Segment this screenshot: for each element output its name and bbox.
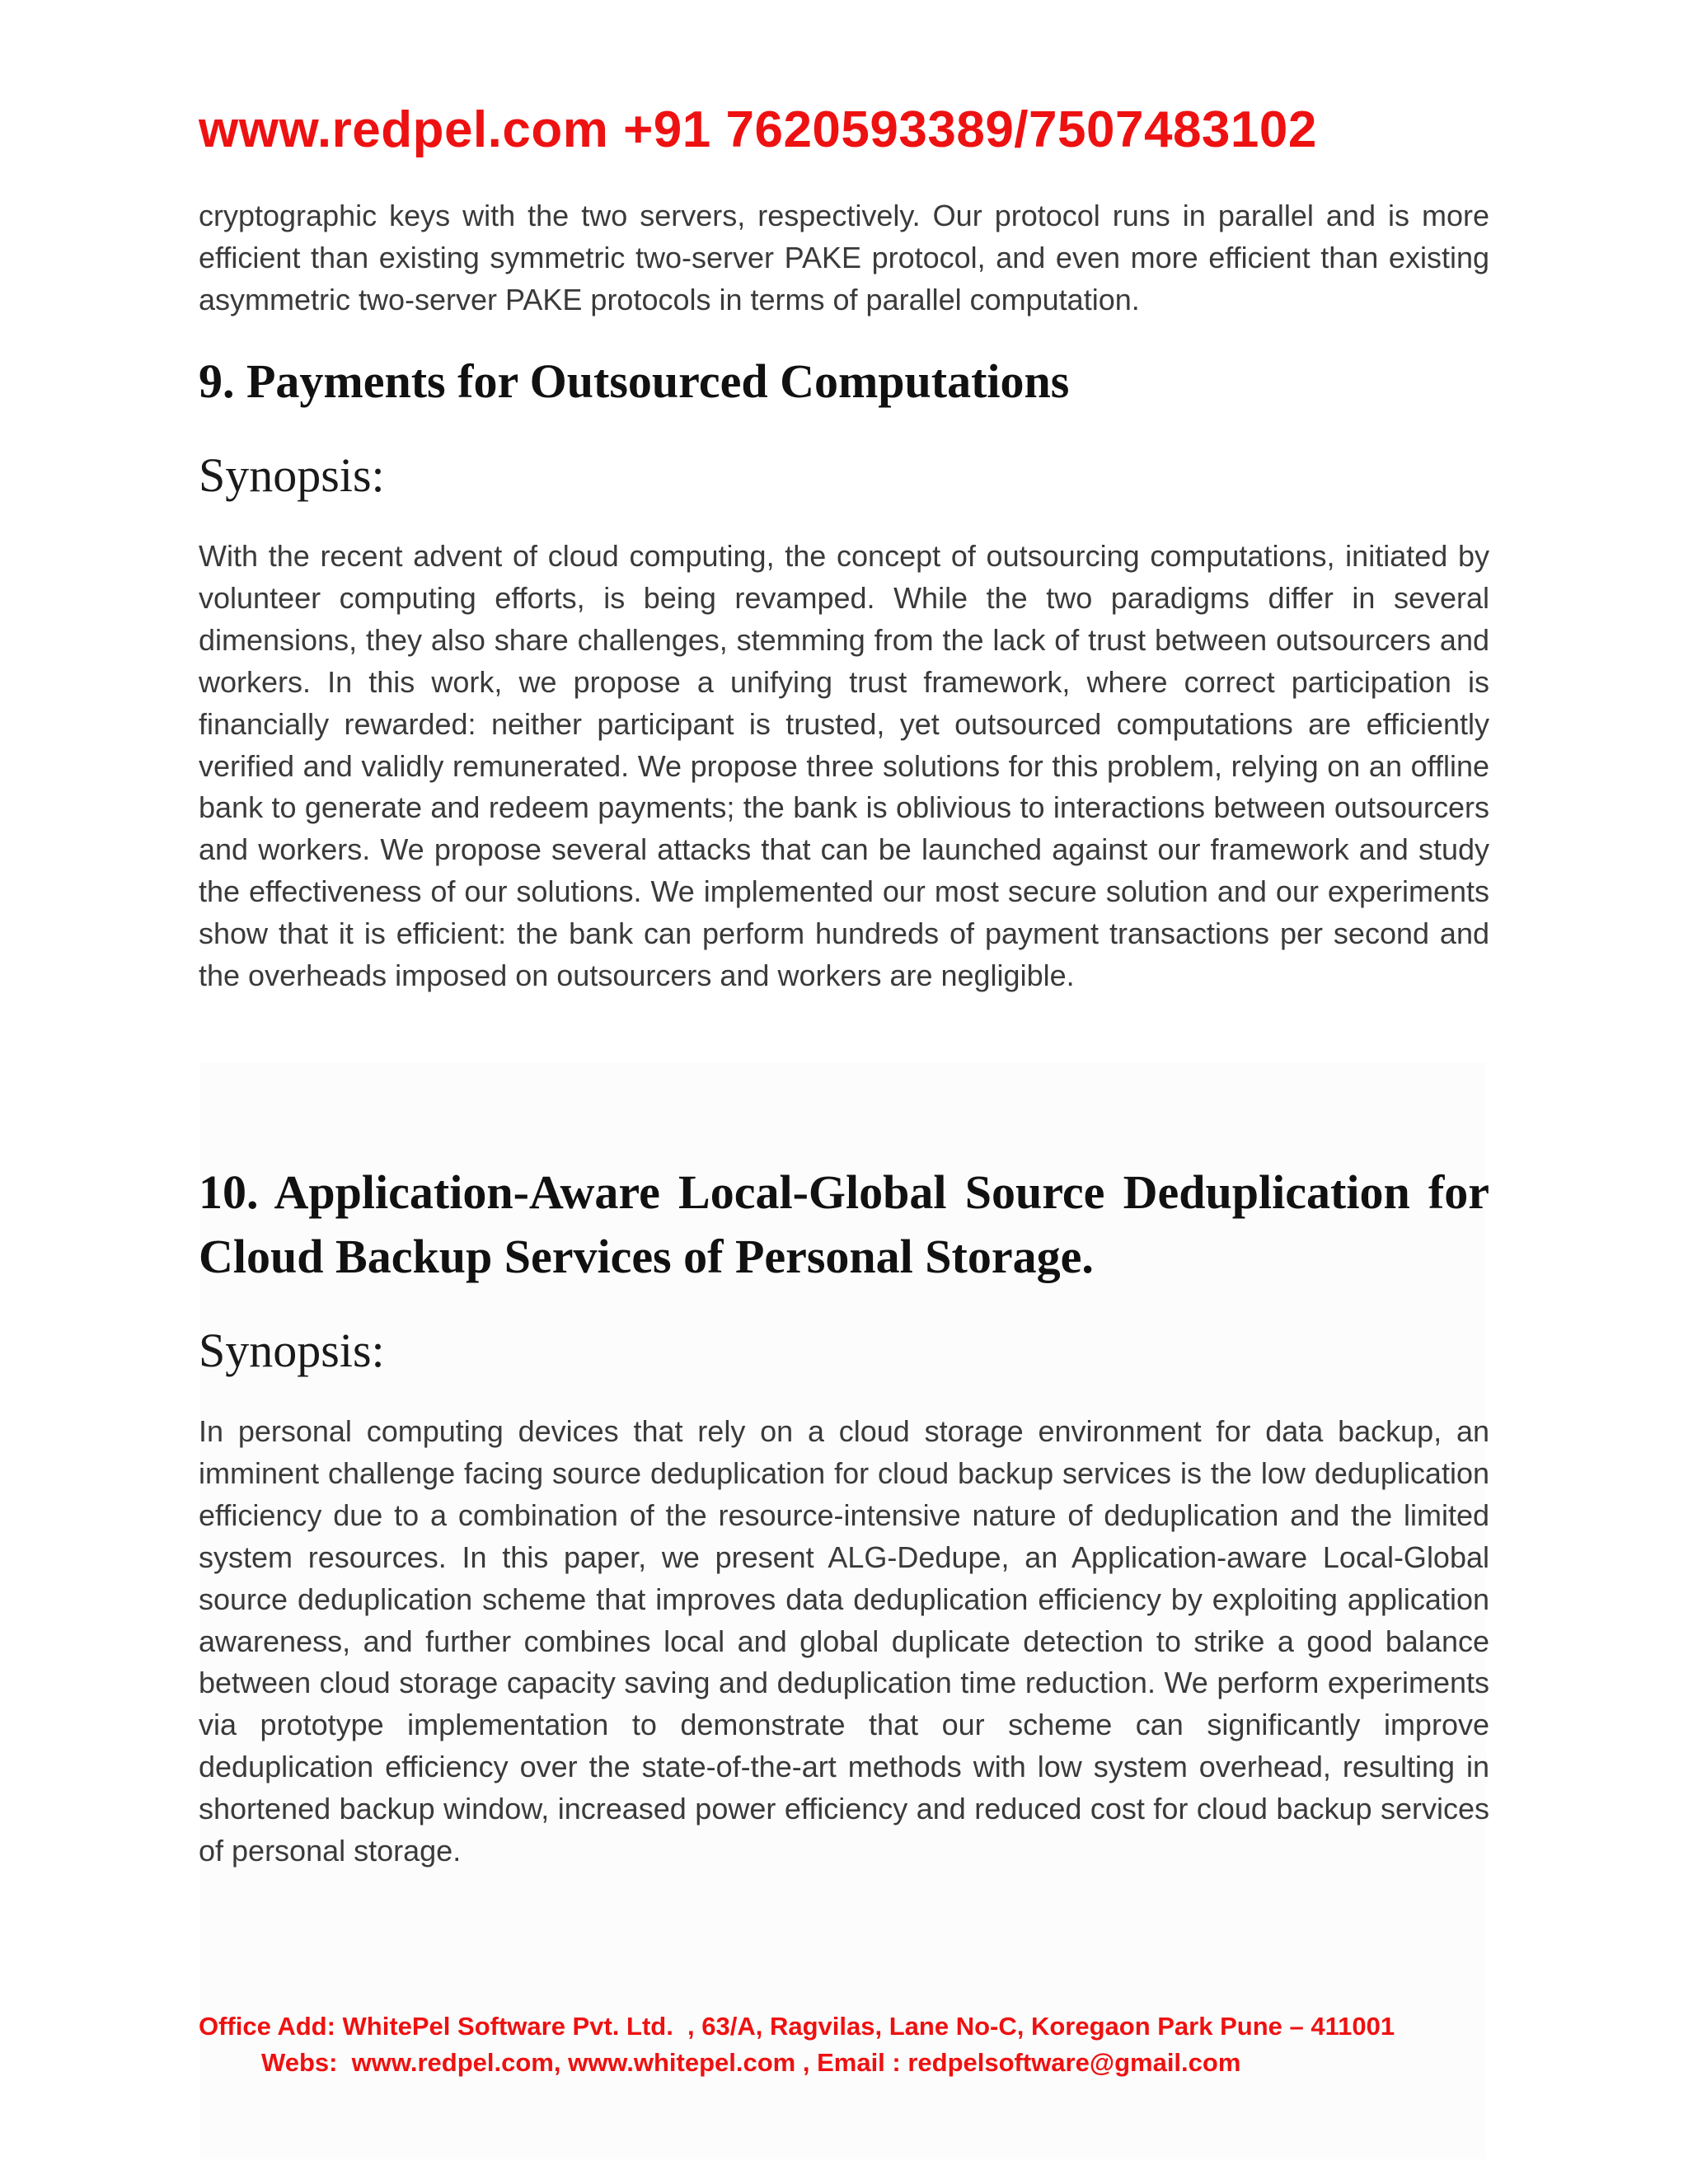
footer-webs: Webs: www.redpel.com, www.whitepel.com , Email : redpelsoftware@gmail.com <box>261 2048 1241 2077</box>
section-10-synopsis-label: Synopsis: <box>199 1324 385 1377</box>
section-9-body: With the recent advent of cloud computing, the concept of outsourcing computations, initiated by volunteer computing efforts, is being revamped. While the two paradigms differ in several dimensions, they also share challenges, stemming from the lack of trust between outsourcers and workers. In this work, we propose a unifying trust framework, where correct participation is financially rewarded: neither participant is trusted, yet outsourced computations are efficiently verified and validly remunerated. We propose three solutions for this problem, relying on an offline bank to generate and redeem payments; the bank is oblivious to interactions between outsourcers and workers. We propose several attacks that can be launched against our framework and study the effectiveness of our solutions. We implemented our most secure solution and our experiments show that it is efficient: the bank can perform hundreds of payment transactions per second and the overheads imposed on outsourcers and workers are negligible. <box>199 539 1489 993</box>
section-10-body: In personal computing devices that rely on a cloud storage environment for data backup, an imminent challenge facing source deduplication for cloud backup services is the low deduplication efficiency due to a combination of the resource-intensive nature of deduplication and the limited system resources. In this paper, we present ALG-Dedupe, an Application-aware Local-Global source deduplication scheme that improves data deduplication efficiency by exploiting application awareness, and further combines local and global duplicate detection to strike a good balance between cloud storage capacity saving and deduplication time reduction. We perform experiments via prototype implementation to demonstrate that our scheme can significantly improve deduplication efficiency over the state-of-the-art methods with low system overhead, resulting in shortened backup window, increased power efficiency and reduced cost for cloud backup services of personal storage. <box>199 1414 1489 1868</box>
section-10-heading: 10. Application-Aware Local-Global Source Deduplication for Cloud Backup Services of Personal Storage. <box>199 1165 1489 1283</box>
section-9-synopsis-label: Synopsis: <box>199 448 385 502</box>
intro-paragraph: cryptographic keys with the two servers, respectively. Our protocol runs in parallel and is more efficient than existing symmetric two-server PAKE protocol, and even more efficient than existing asymmetric two-server PAKE protocols in terms of parallel computation. <box>199 199 1489 316</box>
contact-header: www.redpel.com +91 7620593389/7507483102 <box>199 101 1317 158</box>
section-9-heading: 9. Payments for Outsourced Computations <box>199 354 1070 408</box>
footer-address: Office Add: WhitePel Software Pvt. Ltd. , 63/A, Ragvilas, Lane No-C, Koregaon Park Pune – 411001 <box>199 2012 1395 2041</box>
